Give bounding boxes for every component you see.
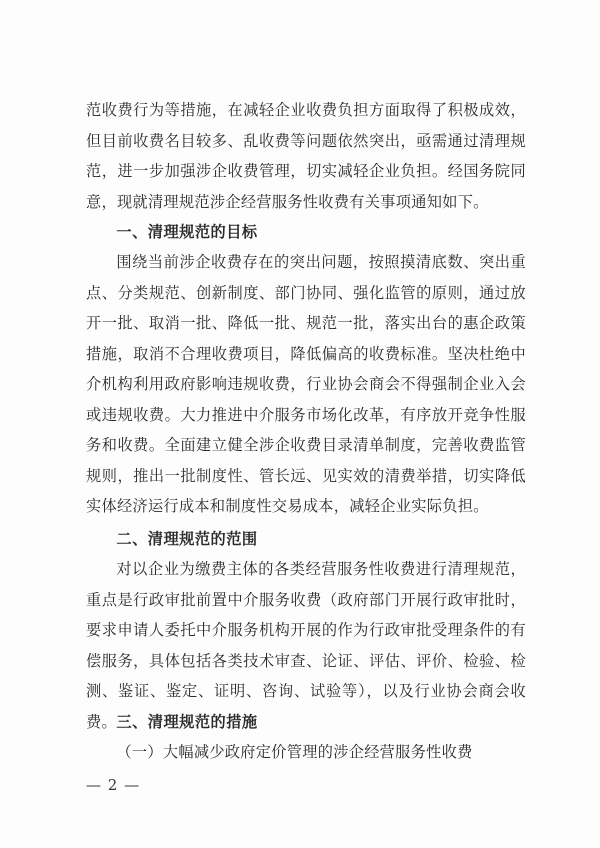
continuation-paragraph-block: [86, 95, 526, 217]
continuation-paragraph: 范收费行为等措施，在减轻企业收费负担方面取得了积极成效，但目前收费名目较多、乱收费等问题依然突出，亟需通过清理规范，进一步加强涉企收费管理，切实减轻企业负担。经国务院同意，现就清理规范涉企经营服务性收费有关事项通知如下。: [86, 101, 526, 211]
section-1-heading-block: [86, 217, 526, 248]
section-1-paragraph-block: [86, 247, 526, 522]
section-2-heading-block: [86, 524, 526, 555]
section-3-subheading: （一）大幅减少政府定价管理的涉企经营服务性收费: [116, 743, 473, 761]
section-2-paragraph: 对以企业为缴费主体的各类经营服务性收费进行清理规范，重点是行政审批前置中介服务收费（政府部门开展行政审批时，要求申请人委托中介服务机构开展的作为行政审批受理条件的有偿服务，具体包括各类技术审查、论证、评估、评价、检验、检测、鉴证、鉴定、证明、咨询、试验等），以及行业协会商会收费。: [86, 560, 526, 731]
section-1-heading: 一、清理规范的目标: [116, 223, 258, 241]
section-3-heading-block: [86, 707, 526, 738]
section-3-heading: 三、清理规范的措施: [116, 713, 258, 731]
page-number: — 2 —: [86, 776, 141, 794]
section-3-subheading-block: [86, 737, 526, 768]
section-2-heading: 二、清理规范的范围: [116, 530, 258, 548]
section-1-paragraph: 围绕当前涉企收费存在的突出问题，按照摸清底数、突出重点、分类规范、创新制度、部门协同、强化监管的原则，通过放开一批、取消一批、降低一批、规范一批，落实出台的惠企政策措施，取消不合理收费项目，降低偏高的收费标准。坚决杜绝中介机构利用政府影响违规收费，行业协会商会不得强制企业入会或违规收费。大力推进中介服务市场化改革，有序放开竞争性服务和收费。全面建立健全涉企收费目录清单制度，完善收费监管规则，推出一批制度性、管长远、见实效的清费举措，切实降低实体经济运行成本和制度性交易成本，减轻企业实际负担。: [86, 253, 526, 515]
